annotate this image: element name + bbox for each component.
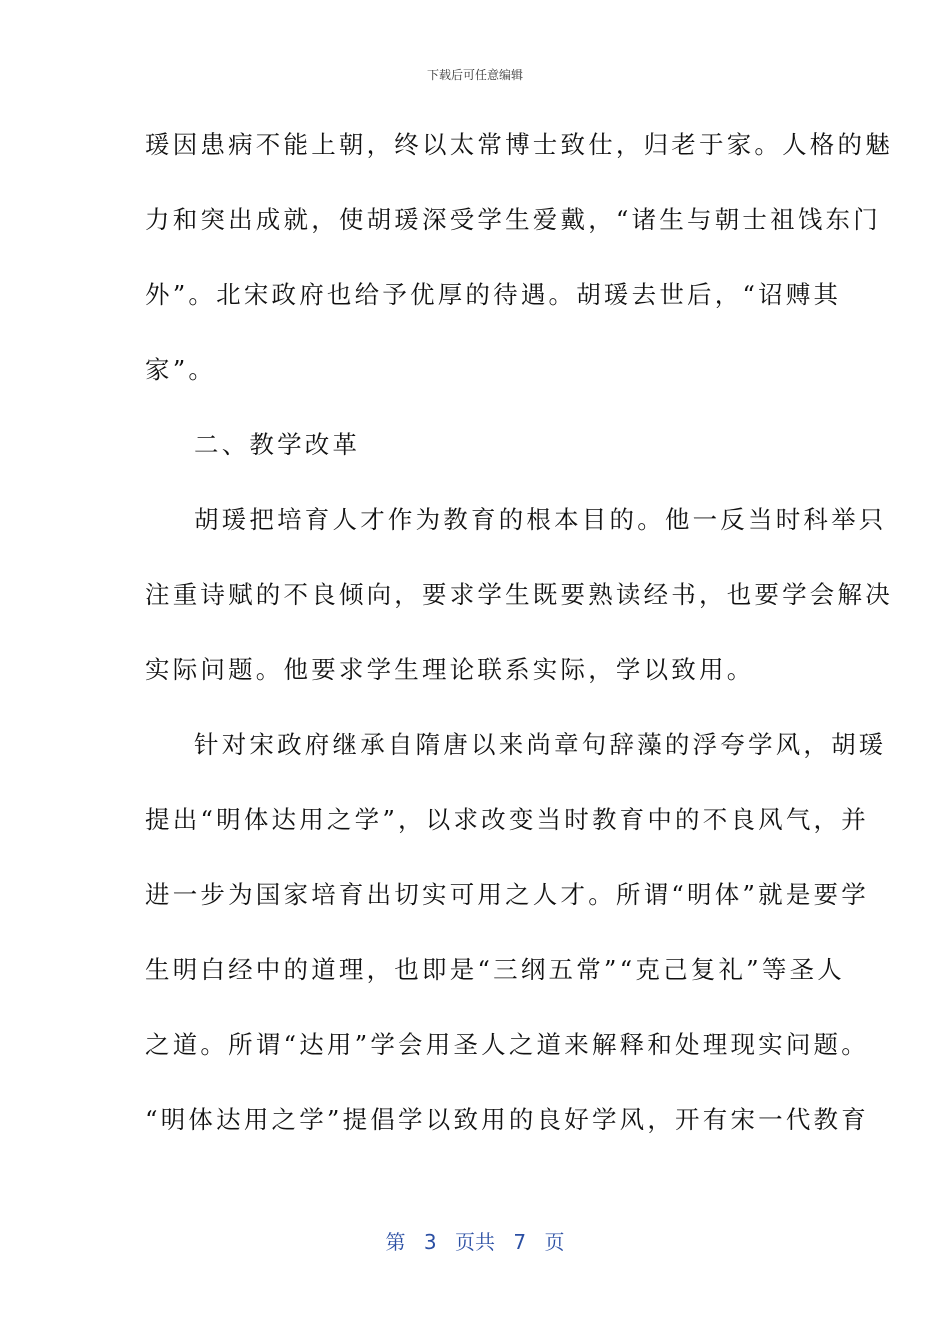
footer-middle: 页共 <box>455 1230 495 1254</box>
text-line: “明体达用之学”提倡学以致用的良好学风，开有宋一代教育 <box>145 1105 869 1134</box>
text-line: 之道。所谓“达用”学会用圣人之道来解释和处理现实问题。 <box>145 1030 869 1059</box>
section-heading: 二、教学改革 <box>194 430 361 459</box>
document-body <box>145 118 893 1168</box>
text-line: 力和突出成就，使胡瑗深受学生爱戴，“诸生与朝士祖饯东门 <box>145 205 881 234</box>
text-line: 家”。 <box>145 355 217 384</box>
text-line: 外”。北宋政府也给予优厚的待遇。胡瑗去世后，“诏赙其 <box>145 280 842 309</box>
text-line: 实际问题。他要求学生理论联系实际，学以致用。 <box>145 655 755 684</box>
total-page-count: 7 <box>513 1230 527 1254</box>
footer-prefix: 第 <box>385 1230 406 1254</box>
footer-suffix: 页 <box>544 1230 565 1254</box>
text-line: 生明白经中的道理，也即是“三纲五常”“克己复礼”等圣人 <box>145 955 845 984</box>
text-line: 瑗因患病不能上朝，终以太常博士致仕，归老于家。人格的魅 <box>145 130 893 159</box>
text-line: 注重诗赋的不良倾向，要求学生既要熟读经书，也要学会解决 <box>145 580 893 609</box>
text-line: 进一步为国家培育出切实可用之人才。所谓“明体”就是要学 <box>145 880 869 909</box>
page-number-footer <box>0 1226 950 1255</box>
page-header: 下载后可任意编辑 <box>426 68 523 82</box>
text-line: 胡瑗把培育人才作为教育的根本目的。他一反当时科举只 <box>194 505 887 534</box>
text-line: 提出“明体达用之学”，以求改变当时教育中的不良风气，并 <box>145 805 869 834</box>
current-page-number: 3 <box>423 1230 437 1254</box>
text-line: 针对宋政府继承自隋唐以来尚章句辞藻的浮夸学风，胡瑗 <box>194 730 887 759</box>
